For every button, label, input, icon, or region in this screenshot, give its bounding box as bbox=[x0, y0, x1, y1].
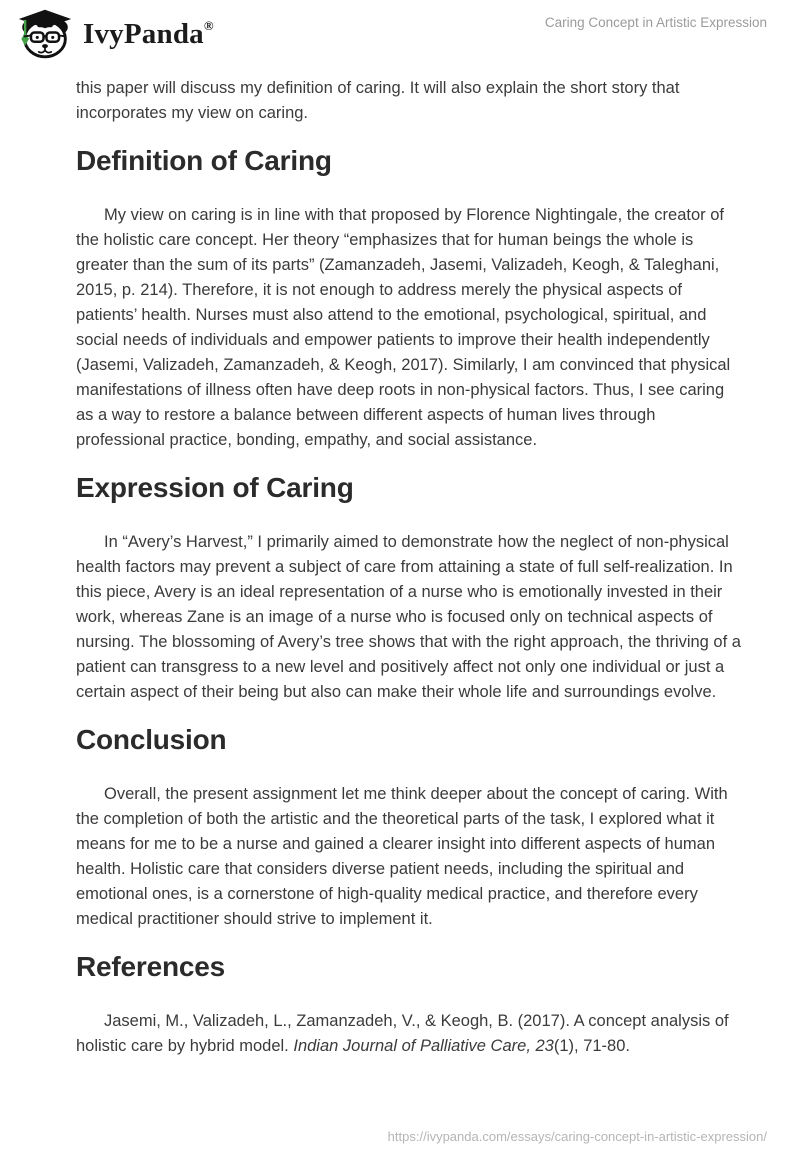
brand-name: IvyPanda® bbox=[83, 18, 214, 50]
panda-graduate-icon bbox=[14, 8, 76, 60]
source-url: https://ivypanda.com/essays/caring-concept-in-artistic-expression/ bbox=[387, 1129, 767, 1144]
section-heading-expression: Expression of Caring bbox=[76, 472, 354, 503]
section-paragraph-expression: In “Avery’s Harvest,” I primarily aimed to demonstrate how the neglect of non-physical health factors may prevent a subject of care from attaining a state of full self-realization. In this piece, Avery is an ideal representation of a nurse who is emotionally invested in their work, whereas Zane is an image of a nurse who is focused only on technical aspects of nursing. The blossoming of Avery’s tree shows that with the right approach, the thriving of a patient can transgress to a new level and positively affect not only one individual or just a certain aspect of their being but also can make their whole life and surroundings evolve. bbox=[76, 533, 741, 701]
essay-content bbox=[0, 58, 800, 1059]
section-paragraph-conclusion: Overall, the present assignment let me think deeper about the concept of caring. With the completion of both the artistic and the theoretical parts of the task, I explored what it means for me to be a nurse and gained a clearer insight into different aspects of human health. Holistic care that considers diverse patient needs, including the spiritual and emotional ones, is a cornerstone of high-quality medical practice, and therefore every medical practitioner should strive to implement it. bbox=[76, 785, 728, 928]
intro-paragraph: this paper will discuss my definition of caring. It will also explain the short story that incorporates my view on caring. bbox=[76, 79, 680, 122]
section-paragraph-definition: My view on caring is in line with that proposed by Florence Nightingale, the creator of the holistic care concept. Her theory “emphasizes that for human beings the whole is greater than the sum of its parts” (Zamanzadeh, Jasemi, Valizadeh, Keogh, & Taleghani, 2015, p. 214). Therefore, it is not enough to address merely the physical aspects of patients’ health. Nurses must also attend to the emotional, psychological, spiritual, and social needs of individuals and empower patients to improve their health independently (Jasemi, Valizadeh, Zamanzadeh, & Keogh, 2017). Similarly, I am convinced that physical manifestations of illness often have deep roots in non-physical factors. Thus, I see caring as a way to restore a balance between different aspects of human lives through professional practice, bonding, empathy, and social assistance. bbox=[76, 206, 731, 449]
brand bbox=[14, 8, 214, 60]
registered-mark: ® bbox=[203, 18, 214, 33]
reference-pre: Jasemi, M., Valizadeh, L., Zamanzadeh, V., & Keogh, B. (2017). A concept analysis of holistic care by hybrid model. bbox=[76, 1012, 729, 1055]
reference-entry bbox=[76, 1009, 744, 1059]
section-heading-references: References bbox=[76, 951, 225, 982]
page-header bbox=[0, 0, 800, 58]
section-heading-definition: Definition of Caring bbox=[76, 145, 332, 176]
section-heading-conclusion: Conclusion bbox=[76, 724, 227, 755]
reference-journal-italic: Indian Journal of Palliative Care, 23 bbox=[293, 1037, 554, 1055]
reference-post: (1), 71-80. bbox=[553, 1037, 630, 1055]
document-title: Caring Concept in Artistic Expression bbox=[544, 15, 767, 30]
